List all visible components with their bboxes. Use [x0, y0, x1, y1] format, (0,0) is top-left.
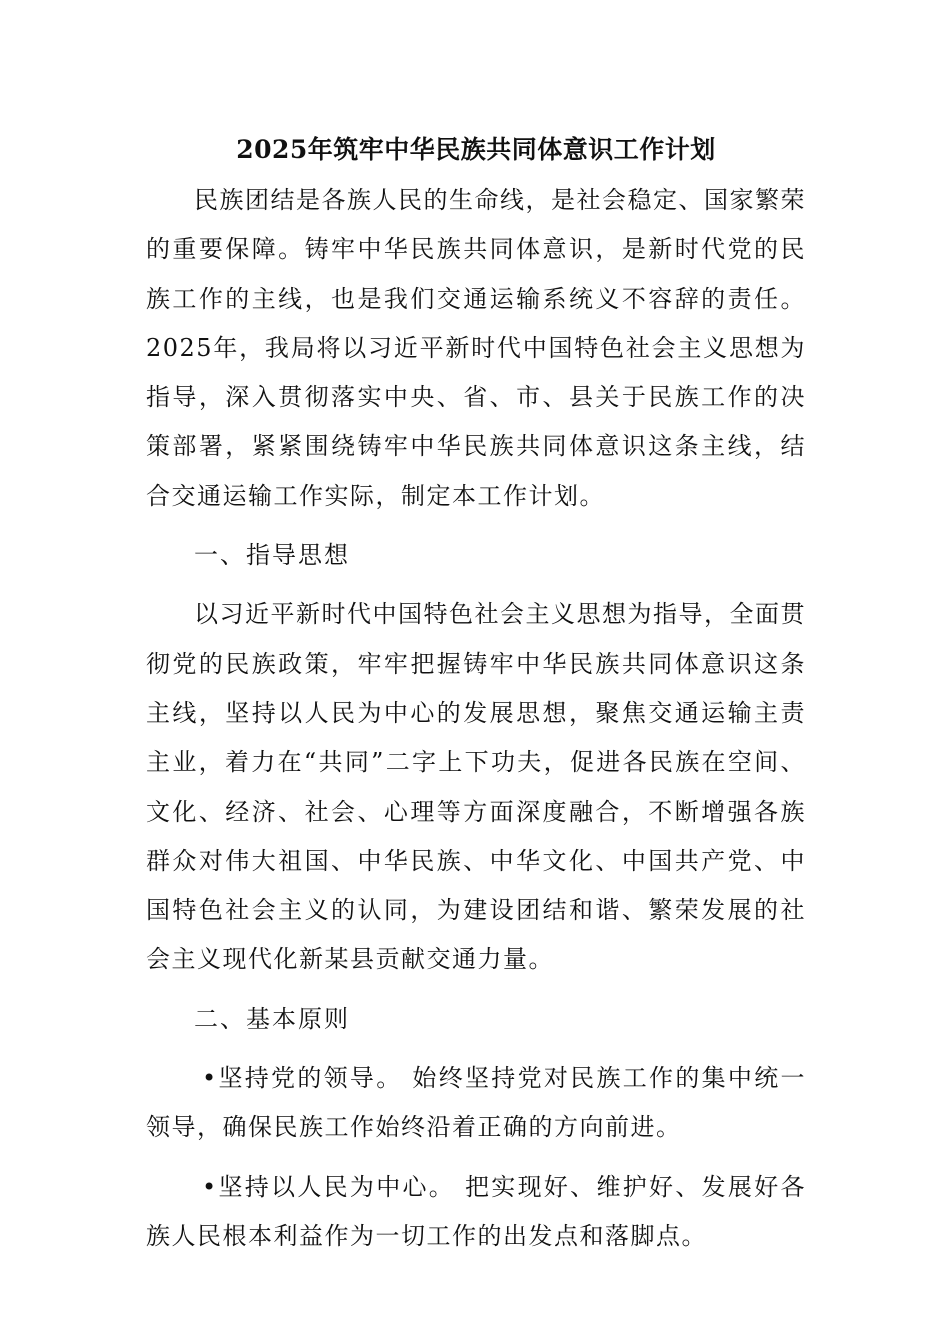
principle-item-people-centered: •坚持以人民为中心。 把实现好、维护好、发展好各族人民根本利益作为一切工作的出发点和落脚点。 [146, 1172, 806, 1250]
guiding-ideology-paragraph: 以习近平新时代中国特色社会主义思想为指导，全面贯彻党的民族政策，牢牢把握铸牢中华民族共同体意识这条主线，坚持以人民为中心的发展思想，聚焦交通运输主责主业，着力在“共同”二字上下功夫，促进各民族在空间、文化、经济、社会、心理等方面深度融合，不断增强各族群众对伟大祖国、中华民族、中华文化、中国共产党、中国特色社会主义的认同，为建设团结和谐、繁荣发展的社会主义现代化新某县贡献交通力量。 [146, 600, 806, 974]
spacer [146, 580, 806, 590]
section-heading-basic-principles: 二、基本原则 [194, 1004, 350, 1033]
spacer [146, 985, 806, 995]
document-title: 2025年筑牢中华民族共同体意识工作计划 [236, 135, 716, 164]
spacer [146, 521, 806, 531]
section-heading-guiding-ideology: 一、指导思想 [194, 541, 350, 570]
spacer [146, 1153, 806, 1163]
document-body [146, 128, 806, 1261]
principle-item-party-leadership: •坚持党的领导。 始终坚持党对民族工作的集中统一领导，确保民族工作始终沿着正确的方向前进。 [146, 1064, 806, 1142]
intro-paragraph: 民族团结是各族人民的生命线，是社会稳定、国家繁荣的重要保障。铸牢中华民族共同体意识，是新时代党的民族工作的主线，也是我们交通运输系统义不容辞的责任。2025年，我局将以习近平新时代中国特色社会主义思想为指导，深入贯彻落实中央、省、市、县关于民族工作的决策部署，紧紧围绕铸牢中华民族共同体意识这条主线，结合交通运输工作实际，制定本工作计划。 [146, 186, 806, 510]
spacer [146, 1044, 806, 1054]
